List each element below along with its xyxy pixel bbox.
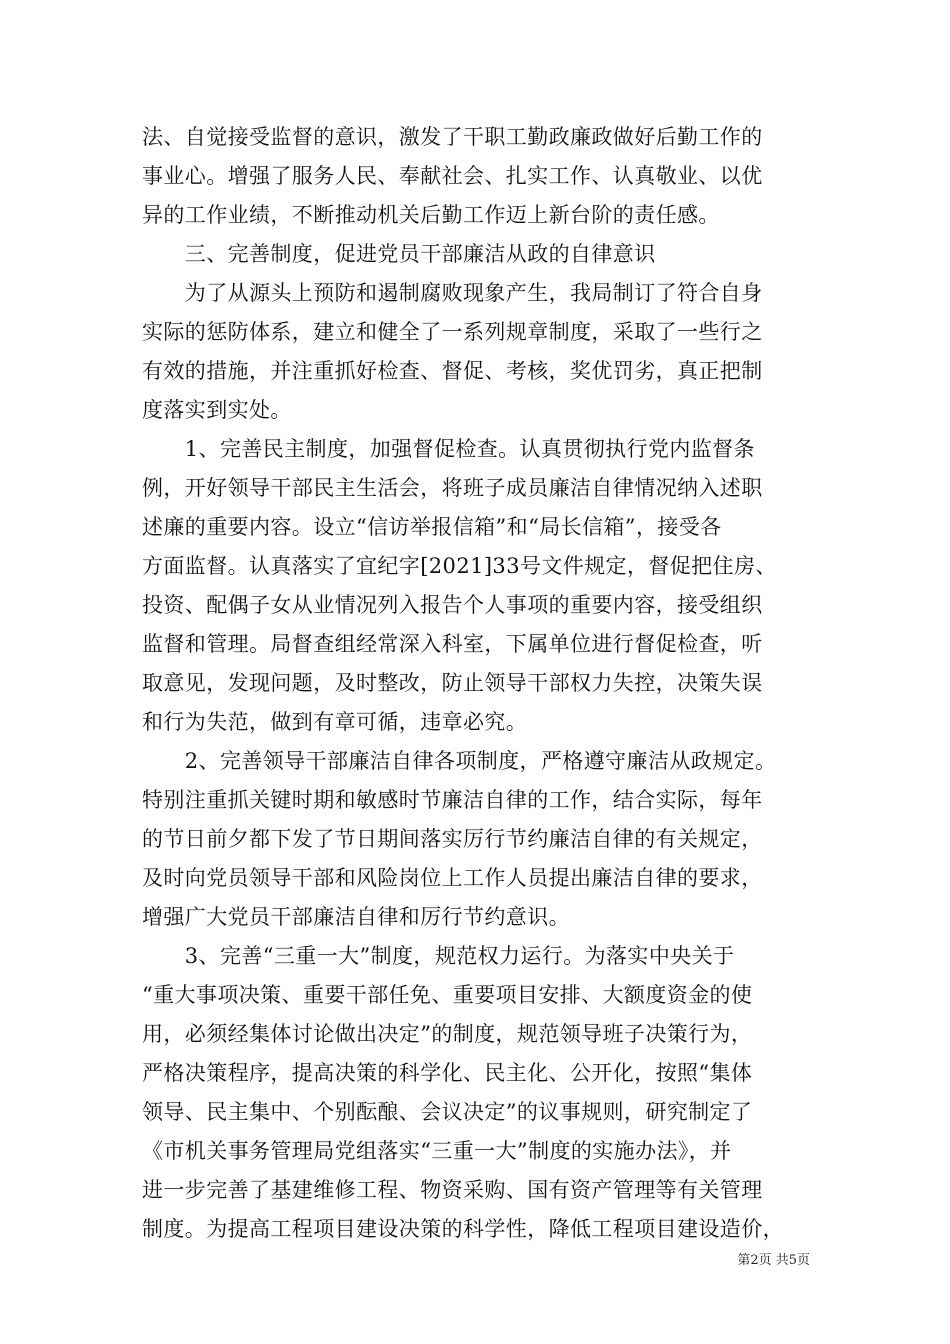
text-line: 2、完善领导干部廉洁自律各项制度，严格遵守廉洁从政规定。: [142, 749, 777, 773]
text-line: 投资、配偶子女从业情况列入报告个人事项的重要内容，接受组织: [142, 593, 763, 617]
text-line: 取意见，发现问题，及时整改，防止领导干部权力失控，决策失误: [142, 671, 763, 695]
text-line: 用，必须经集体讨论做出决定”的制度，规范领导班子决策行为，: [142, 1022, 753, 1046]
text-line: 例，开好领导干部民主生活会，将班子成员廉洁自律情况纳入述职: [142, 476, 763, 500]
text-line: 实际的惩防体系，建立和健全了一系列规章制度，采取了一些行之: [142, 320, 763, 344]
text-line: 严格决策程序，提高决策的科学化、民主化、公开化，按照“集体: [142, 1061, 753, 1085]
text-line: 制度。为提高工程项目建设决策的科学性，降低工程项目建设造价，: [142, 1217, 784, 1241]
text-line: 增强广大党员干部廉洁自律和厉行节约意识。: [142, 905, 570, 929]
text-line: 领导、民主集中、个别酝酿、会议决定”的议事规则，研究制定了: [142, 1100, 753, 1124]
text-line: 监督和管理。局督查组经常深入科室，下属单位进行督促检查，听: [142, 632, 763, 656]
text-line: 述廉的重要内容。设立“信访举报信箱”和“局长信箱”，接受各: [142, 515, 722, 539]
text-line: 的节日前夕都下发了节日期间落实厉行节约廉洁自律的有关规定，: [142, 827, 763, 851]
text-line: 异的工作业绩，不断推动机关后勤工作迈上新台阶的责任感。: [142, 203, 720, 227]
text-line: 特别注重抓关键时期和敏感时节廉洁自律的工作，结合实际，每年: [142, 788, 763, 812]
text-line: 事业心。增强了服务人民、奉献社会、扎实工作、认真敬业、以优: [142, 164, 763, 188]
text-line: 1、完善民主制度，加强督促检查。认真贯彻执行党内监督条: [142, 437, 755, 461]
text-line: 法、自觉接受监督的意识，激发了干职工勤政廉政做好后勤工作的: [142, 125, 763, 149]
text-line: 有效的措施，并注重抓好检查、督促、考核，奖优罚劣，真正把制: [142, 359, 763, 383]
document-body: [142, 118, 832, 1249]
page-number-footer: 第2页 共5页: [737, 1253, 810, 1268]
text-line: 度落实到实处。: [142, 398, 292, 422]
text-line: 进一步完善了基建维修工程、物资采购、国有资产管理等有关管理: [142, 1178, 763, 1202]
section-heading: 三、完善制度，促进党员干部廉洁从政的自律意识: [142, 242, 656, 266]
text-line: 和行为失范，做到有章可循，违章必究。: [142, 710, 528, 734]
text-line: “重大事项决策、重要干部任免、重要项目安排、大额度资金的使: [142, 983, 753, 1007]
text-line: 3、完善“三重一大”制度，规范权力运行。为落实中央关于: [142, 944, 735, 968]
text-line: 及时向党员领导干部和风险岗位上工作人员提出廉洁自律的要求，: [142, 866, 763, 890]
text-line: 《市机关事务管理局党组落实“三重一大”制度的实施办法》，并: [142, 1139, 732, 1163]
text-line: 为了从源头上预防和遏制腐败现象产生，我局制订了符合自身: [142, 281, 763, 305]
text-line: 方面监督。认真落实了宜纪字[2021]33号文件规定，督促把住房、: [142, 554, 777, 578]
